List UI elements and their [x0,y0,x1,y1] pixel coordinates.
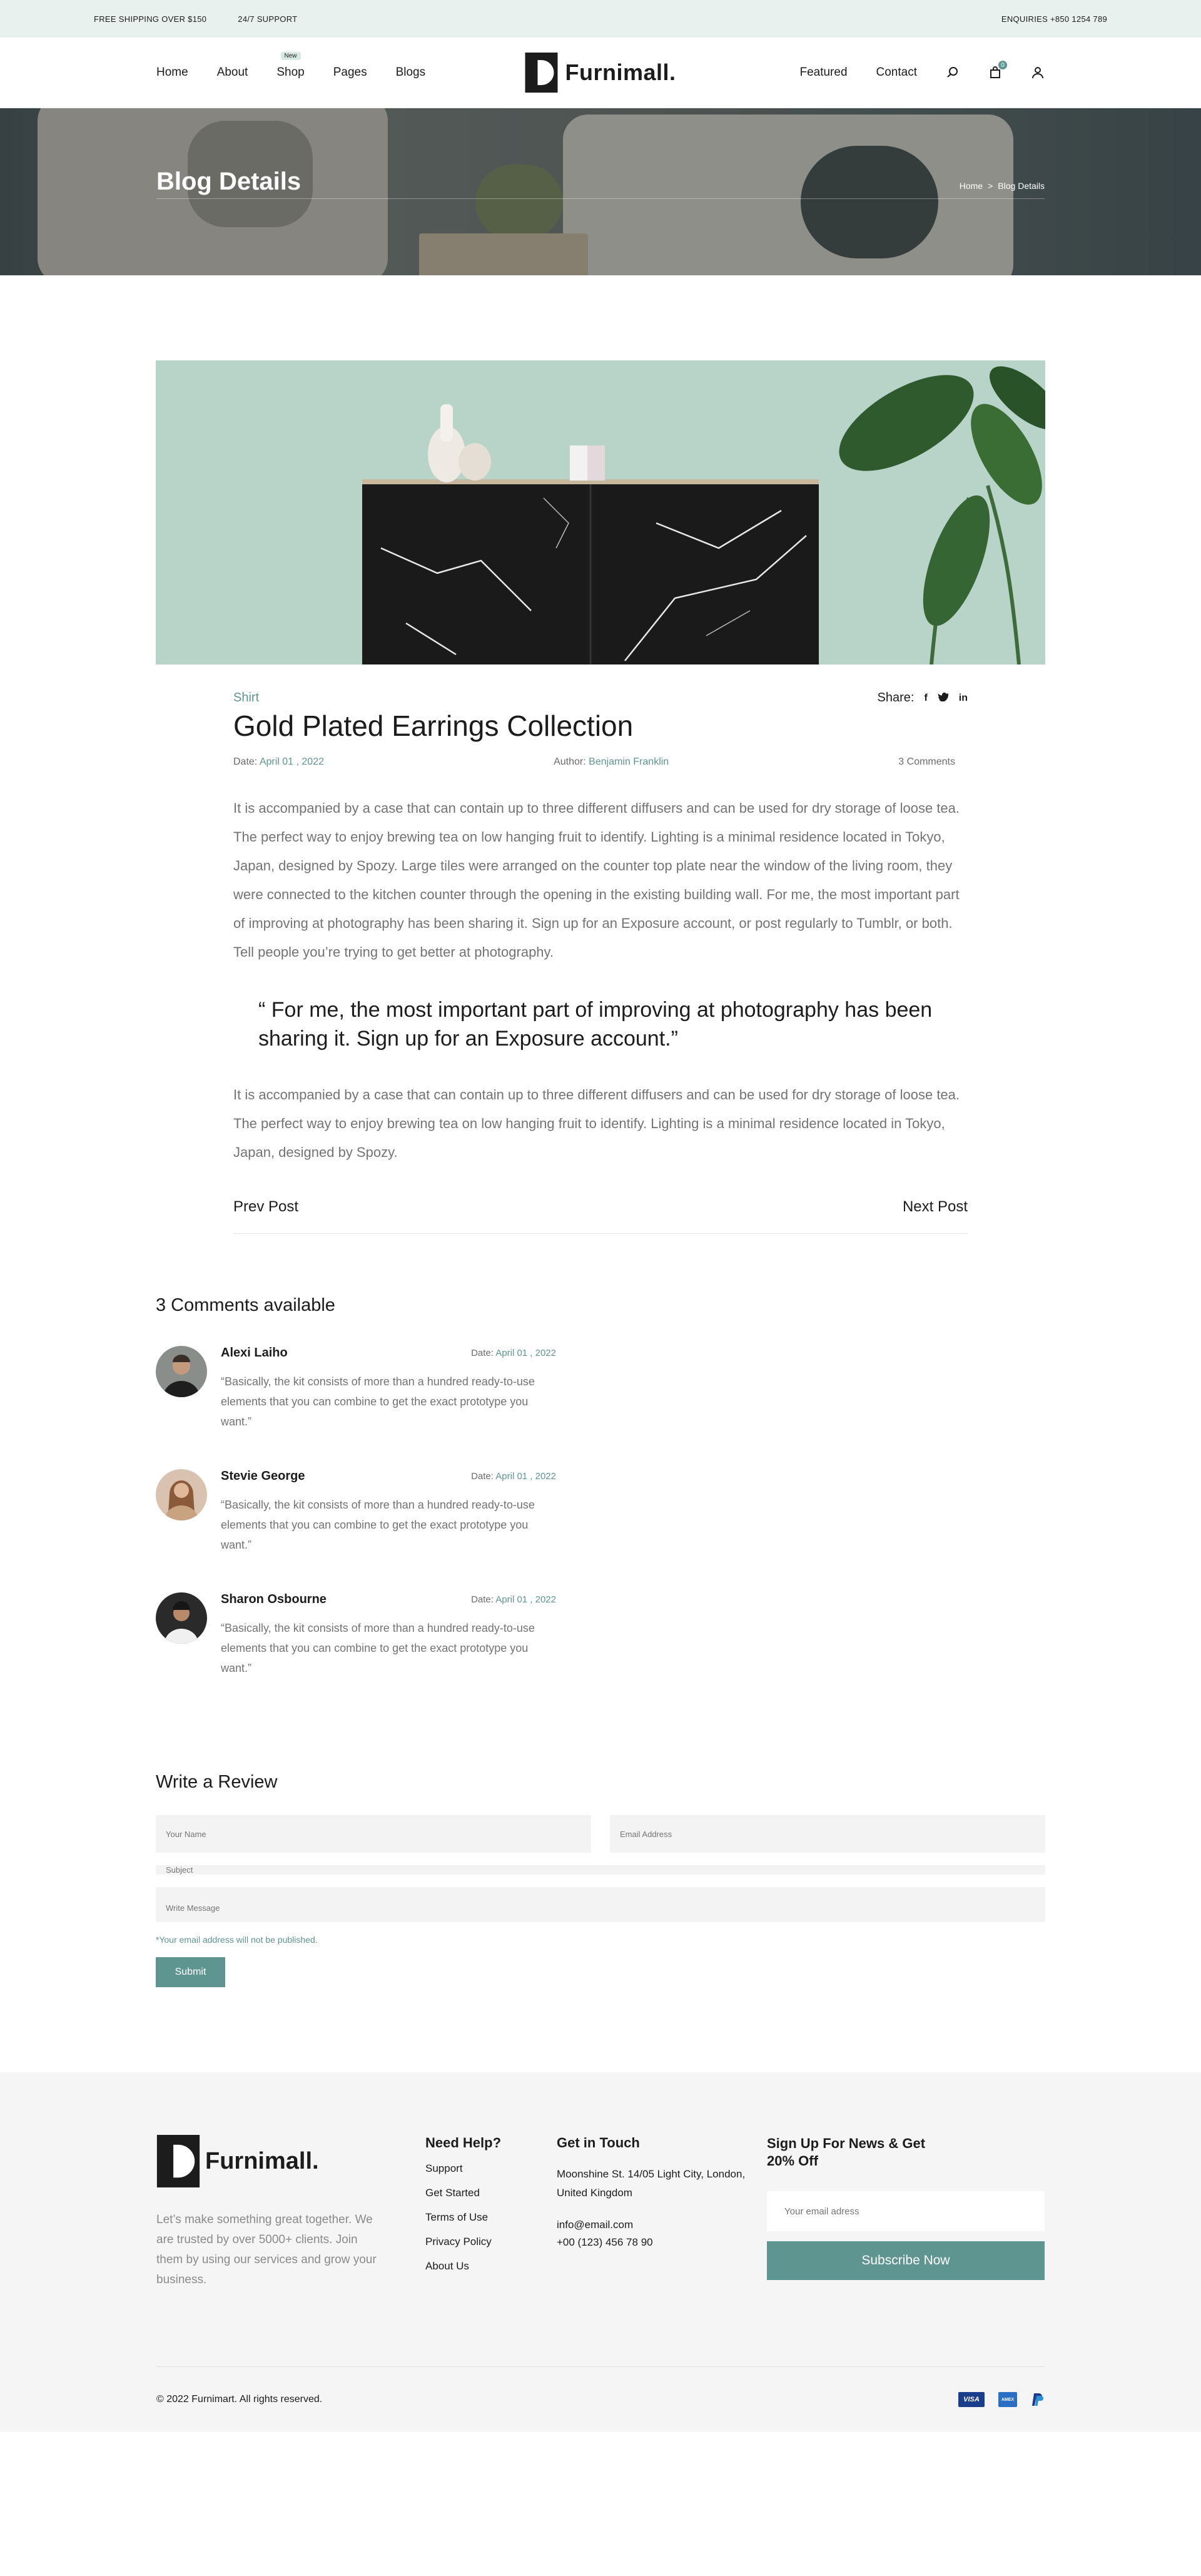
comment-text: “Basically, the kit consists of more than a hundred ready-to-use elements that you can combine to get the exact prototype you want.” [221,1622,535,1674]
page-hero [0,108,1201,275]
subscribe-button[interactable]: Subscribe Now [767,2241,1045,2280]
footer-description: Let’s make something great together. We are trusted by over 5000+ clients. Join them by using our services and grow your business. [156,2213,377,2286]
article-illustration [156,360,1045,664]
comment-date-label: Date: [471,1348,494,1358]
footer-link-support[interactable]: Support [425,2162,463,2174]
footer-bottom [156,2366,1045,2407]
footer-logo[interactable] [156,2135,425,2187]
visa-icon: VISA [958,2392,985,2407]
comments-count[interactable]: 3 Comments [898,756,955,767]
post-paragraph-1: It is accompanied by a case that can contain up to three different diffusers and can be used for dry storage of loose tea. The perfect way to enjoy brewing tea on low hanging fruit to identify. Lighting is a minimal residence located in Tokyo, Japan, designed by Spozy. Large tiles were arranged on the counter top plate near the window of the living room, they were connected to the kitchen counter through the opening in the existing building wall. For me, the most important part of improving at photography has been sharing it. Sign up for an Exposure account, or post regularly to Tumblr, or both. Tell people you’re trying to get better at photography. [233,800,960,960]
post-meta [233,756,968,768]
site-header [0,38,1201,108]
footer-link-privacy[interactable]: Privacy Policy [425,2236,492,2248]
post-title: Gold Plated Earrings Collection [233,710,634,742]
user-icon[interactable] [1031,66,1045,79]
comments-title: 3 Comments available [156,1295,335,1315]
comment-date-label: Date: [471,1594,494,1605]
enquiries [1001,14,1107,24]
site-footer [0,2072,1201,2432]
comment-text: “Basically, the kit consists of more than a hundred ready-to-use elements that you can combine to get the exact prototype you want.” [221,1499,535,1551]
review-section [156,1772,1045,1987]
shipping-notice: FREE SHIPPING OVER $150 [94,14,207,24]
avatar [156,1469,207,1520]
logo[interactable] [525,53,676,93]
post-quote: “ For me, the most important part of improving at photography has been sharing it. Sign up for an Exposure account.” [258,998,933,1051]
privacy-note: *Your email address will not be published. [156,1935,318,1945]
nav-featured[interactable]: Featured [799,66,848,79]
nav-shop-label: Shop [276,66,305,79]
date-label: Date: [233,756,258,767]
post-author [554,756,669,768]
comment-date-label: Date: [471,1471,494,1482]
post-navigation [233,1198,968,1234]
logo-mark-icon [525,53,557,93]
prev-post-link[interactable]: Prev Post [233,1198,299,1215]
post-paragraph-2: It is accompanied by a case that can contain up to three different diffusers and can be used for dry storage of loose tea. The perfect way to enjoy brewing tea on low hanging fruit to identify. Lighting is a minimal residence located in Tokyo, Japan, designed by Spozy. [233,1087,960,1160]
review-form [156,1815,1045,1922]
submit-button[interactable]: Submit [156,1957,225,1987]
comment-item [156,1469,556,1555]
help-title: Need Help? [425,2135,502,2151]
nav-about[interactable]: About [216,66,248,79]
footer-address: Moonshine St. 14/05 Light City, London, United Kingdom [557,2168,746,2199]
name-input[interactable] [156,1815,591,1853]
cart-icon[interactable] [988,61,1005,79]
article-meta-top [233,691,968,705]
next-post-link[interactable]: Next Post [902,1198,968,1215]
comment-author: Stevie George [221,1469,305,1483]
breadcrumb [960,181,1045,196]
share-bar [878,691,968,705]
article-content [233,691,968,1234]
nav-pages[interactable]: Pages [333,66,367,79]
comment-author: Alexi Laiho [221,1346,288,1360]
newsletter-title: Sign Up For News & Get 20% Off [767,2136,926,2169]
top-bar [0,0,1201,38]
footer-link-terms[interactable]: Terms of Use [425,2211,489,2223]
comment-text: “Basically, the kit consists of more than a hundred ready-to-use elements that you can combine to get the exact prototype you want.” [221,1375,535,1428]
author-label: Author: [554,756,586,767]
enquiries-label: ENQUIRIES [1001,14,1048,24]
share-label: Share: [877,691,915,705]
subject-input[interactable] [156,1865,1045,1875]
facebook-icon[interactable]: f [924,692,928,703]
touch-title: Get in Touch [557,2135,640,2151]
brand-name: Furnimall. [565,59,676,85]
comment-date-value: April 01 , 2022 [495,1594,556,1605]
search-icon[interactable] [946,66,960,79]
article-image [156,360,1045,664]
footer-brand-name: Furnimall. [205,2147,319,2174]
avatar [156,1592,207,1644]
author-link[interactable]: Benjamin Franklin [589,756,669,767]
avatar [156,1346,207,1397]
footer-email[interactable]: info@email.com [557,2219,634,2231]
comment-date-value: April 01 , 2022 [495,1348,556,1358]
newsletter-email-input[interactable] [767,2191,1045,2231]
comment-author: Sharon Osbourne [221,1592,327,1606]
comment-date [471,1594,556,1605]
comment-date-value: April 01 , 2022 [495,1471,556,1482]
breadcrumb-current: Blog Details [998,181,1045,191]
main-nav [156,53,426,79]
date-value: April 01 , 2022 [259,756,324,767]
breadcrumb-home[interactable]: Home [959,181,983,191]
hero-content [156,168,1045,199]
comment-item [156,1346,556,1432]
twitter-icon[interactable] [938,692,949,705]
page-title: Blog Details [156,168,302,195]
footer-link-get-started[interactable]: Get Started [425,2187,480,2199]
payment-methods [958,2392,1045,2407]
nav-home[interactable]: Home [156,66,188,79]
new-badge: New [281,52,301,60]
comment-item [156,1592,556,1678]
header-right [799,61,1045,79]
review-title: Write a Review [156,1772,278,1792]
comment-date [471,1348,556,1358]
email-input[interactable] [610,1815,1045,1853]
comments-section [156,1295,1045,1678]
footer-link-about[interactable]: About Us [425,2260,469,2272]
copyright: © 2022 Furnimart. All rights reserved. [156,2394,323,2405]
post-date [233,756,324,768]
cart-count: 0 [998,61,1007,69]
nav-blogs[interactable]: Blogs [395,66,426,79]
comment-date [471,1471,556,1482]
footer-phone[interactable]: +00 (123) 456 78 90 [557,2236,653,2248]
nav-shop[interactable] [276,53,305,79]
enquiries-phone[interactable]: +850 1254 789 [1050,14,1107,24]
paypal-icon [1031,2392,1045,2407]
amex-icon: AMEX [998,2392,1017,2407]
breadcrumb-separator: > [988,181,993,191]
message-input[interactable] [156,1887,1045,1922]
nav-contact[interactable]: Contact [876,66,917,79]
linkedin-icon[interactable]: in [958,692,968,703]
post-category[interactable]: Shirt [233,691,260,705]
logo-mark-icon [156,2135,200,2187]
support-notice: 24/7 SUPPORT [238,14,298,24]
